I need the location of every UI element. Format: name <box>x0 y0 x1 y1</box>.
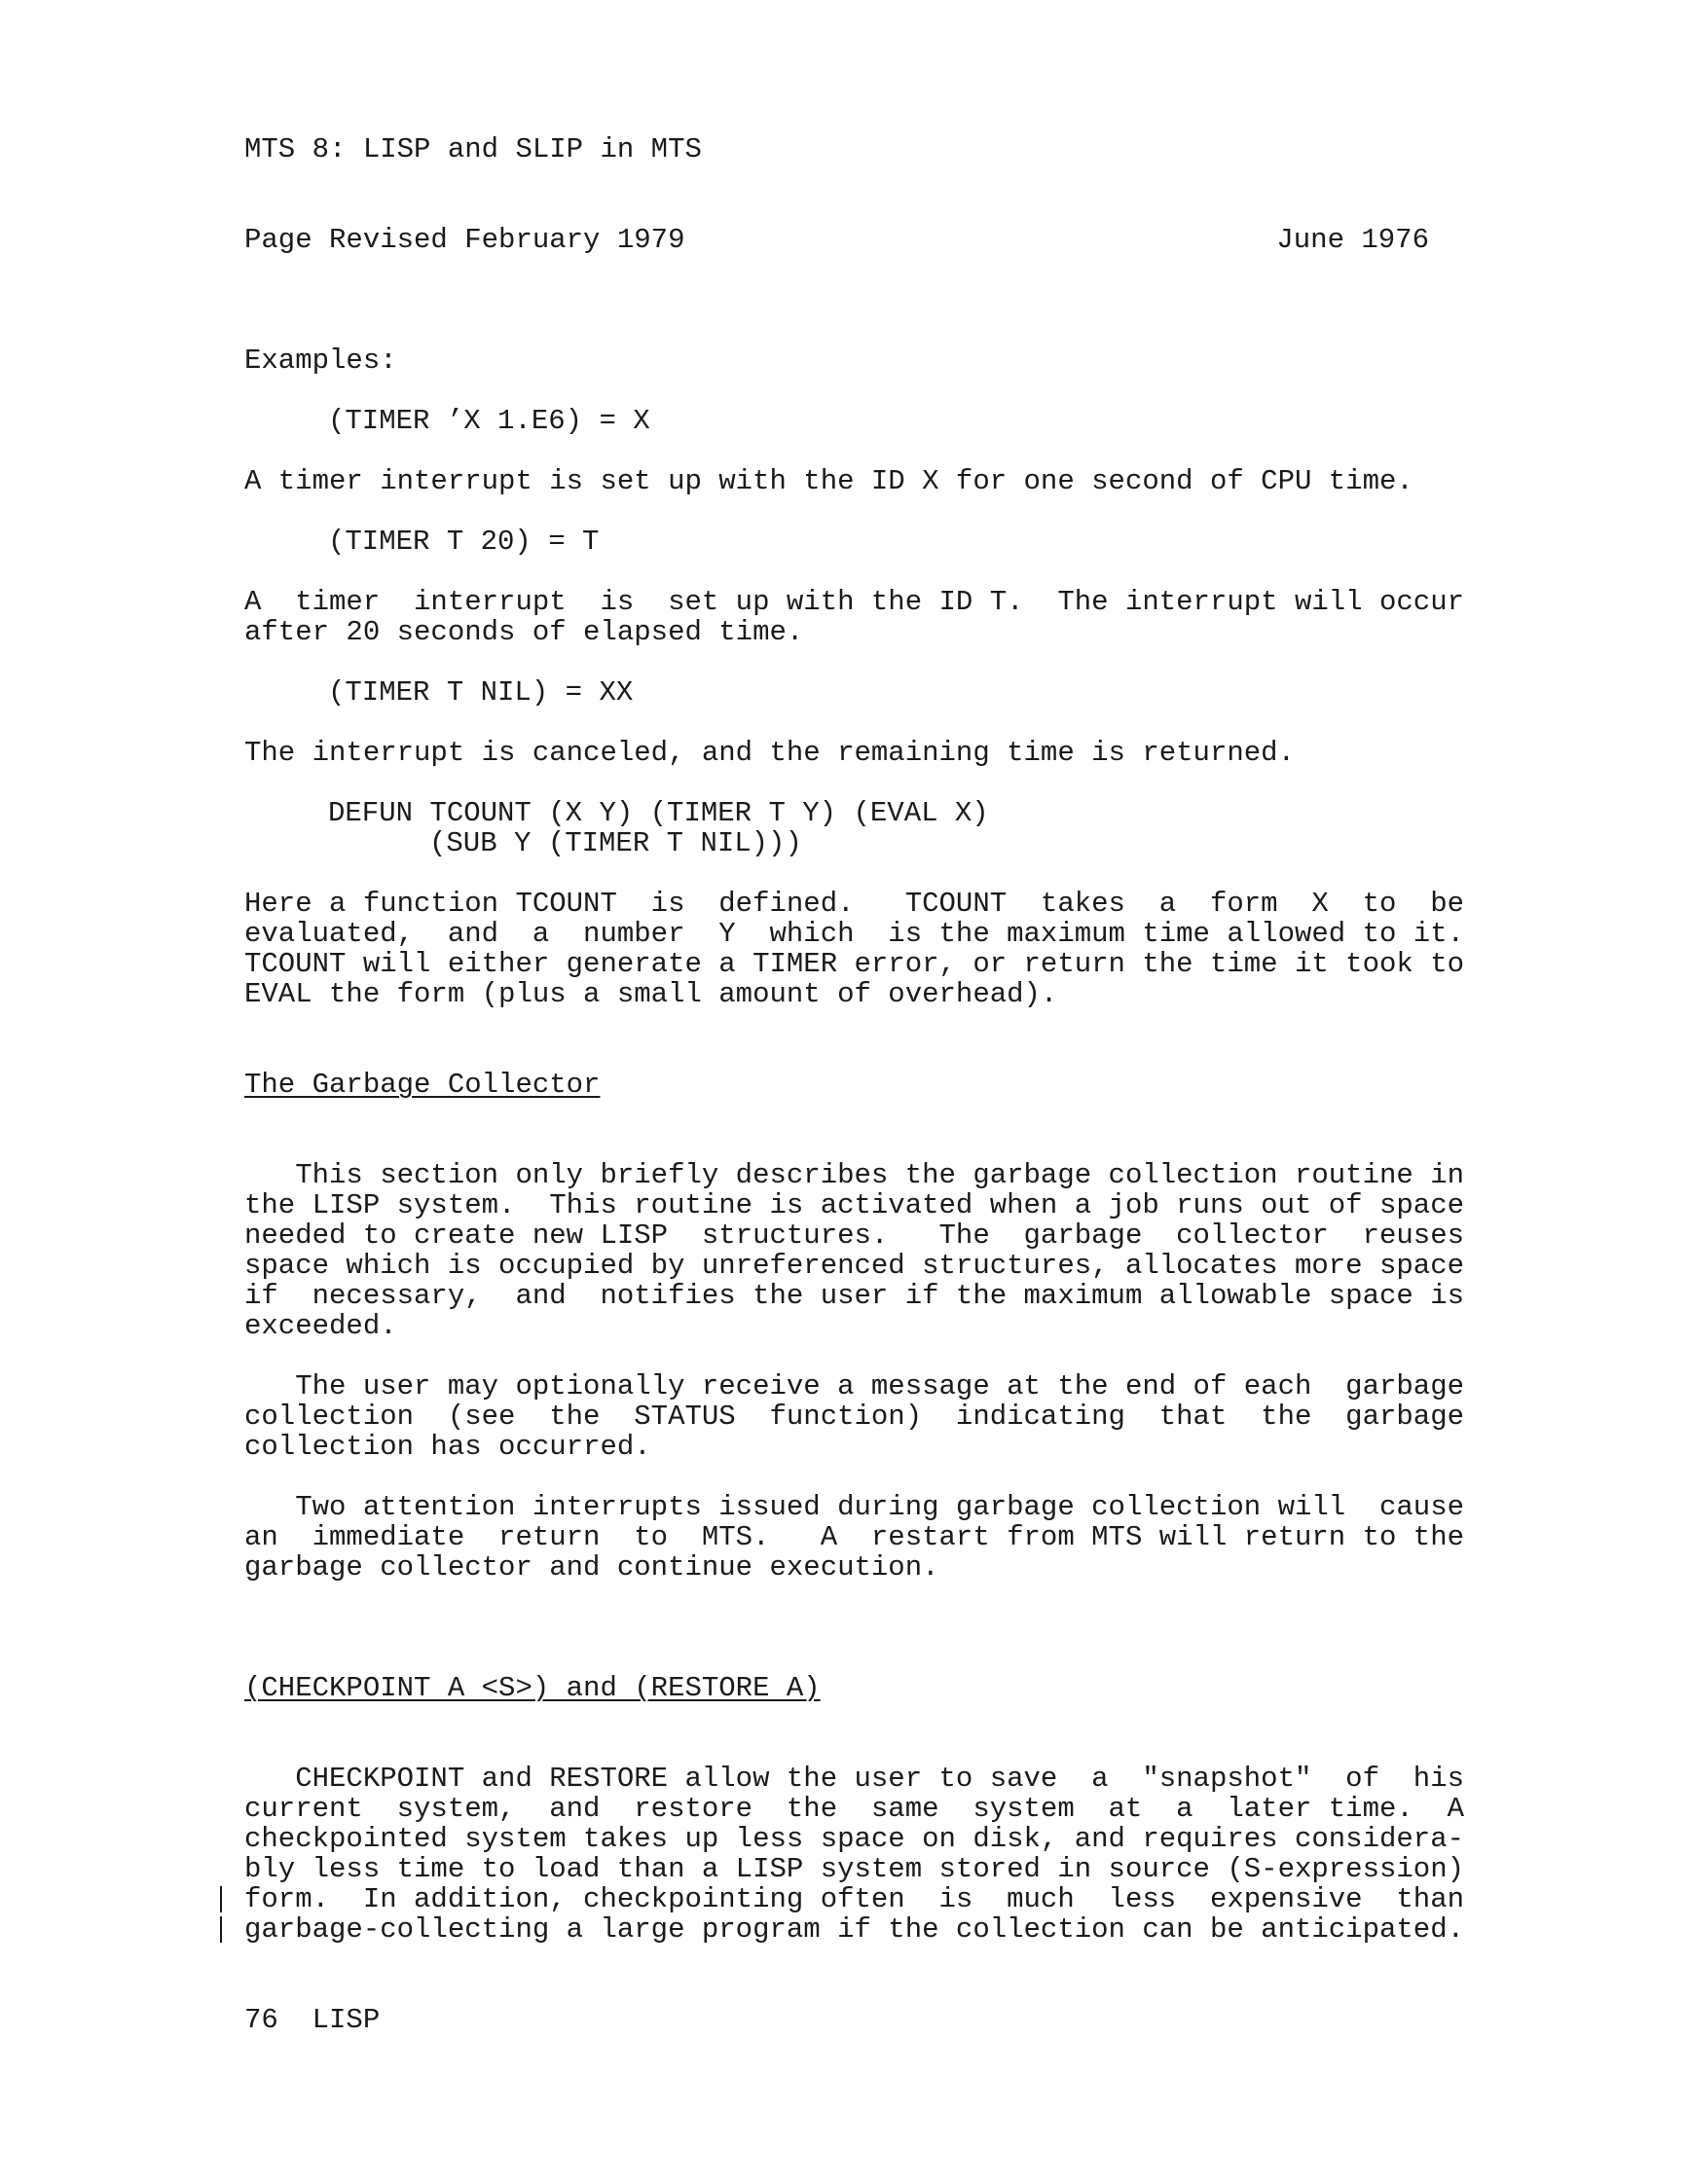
paragraph-line: The user may optionally receive a message at the end of each garbage <box>244 1370 1465 1402</box>
page-footer: 76 LISP <box>244 2004 381 2036</box>
example-code-timer-x: (TIMER ’X 1.E6) = X <box>328 405 650 437</box>
section-heading-garbage-collector: The Garbage Collector <box>244 1069 601 1101</box>
example-text-line: EVAL the form (plus a small amount of overhead). <box>244 978 1058 1010</box>
paragraph-line: current system, and restore the same system at a later time. A <box>244 1793 1465 1825</box>
examples-heading: Examples: <box>244 345 397 377</box>
paragraph-line: checkpointed system takes up less space on disk, and requires considera- <box>244 1823 1465 1855</box>
example-code-timer-t-20: (TIMER T 20) = T <box>328 526 600 558</box>
document-title: MTS 8: LISP and SLIP in MTS <box>244 133 702 165</box>
revision-change-bar <box>220 1886 222 1912</box>
example-code-defun-tcount-cont: (SUB Y (TIMER T NIL))) <box>429 827 802 859</box>
example-code-timer-t-nil: (TIMER T NIL) = XX <box>328 676 634 709</box>
publication-date: June 1976 <box>1276 224 1429 256</box>
paragraph-line: Two attention interrupts issued during garbage collection will cause <box>244 1491 1465 1523</box>
paragraph-line: an immediate return to MTS. A restart from MTS will return to the <box>244 1521 1465 1553</box>
revision-note: Page Revised February 1979 <box>244 224 685 256</box>
example-text-line: A timer interrupt is set up with the ID T. The interrupt will occur <box>244 586 1465 618</box>
paragraph-line: the LISP system. This routine is activated when a job runs out of space <box>244 1189 1465 1221</box>
paragraph-line: garbage-collecting a large program if the collection can be anticipated. <box>244 1913 1465 1946</box>
paragraph-line: form. In addition, checkpointing often is much less expensive than <box>244 1883 1465 1915</box>
paragraph-line: space which is occupied by unreferenced structures, allocates more space <box>244 1250 1465 1282</box>
paragraph-line: garbage collector and continue execution. <box>244 1551 939 1583</box>
example-text-line: after 20 seconds of elapsed time. <box>244 616 804 648</box>
paragraph-line: exceeded. <box>244 1310 397 1342</box>
paragraph-line: bly less time to load than a LISP system stored in source (S-expression) <box>244 1853 1465 1885</box>
example-text-timer-t-nil: The interrupt is canceled, and the remaining time is returned. <box>244 737 1295 769</box>
section-heading-checkpoint-restore: (CHECKPOINT A <S>) and (RESTORE A) <box>244 1672 821 1704</box>
paragraph-line: CHECKPOINT and RESTORE allow the user to save a "snapshot" of his <box>244 1763 1465 1795</box>
paragraph-line: collection has occurred. <box>244 1431 651 1463</box>
example-text-line: Here a function TCOUNT is defined. TCOUNT takes a form X to be <box>244 888 1465 920</box>
paragraph-line: needed to create new LISP structures. The garbage collector reuses <box>244 1219 1465 1252</box>
paragraph-line: This section only briefly describes the garbage collection routine in <box>244 1159 1465 1191</box>
example-text-line: TCOUNT will either generate a TIMER error, or return the time it took to <box>244 948 1465 980</box>
example-code-defun-tcount: DEFUN TCOUNT (X Y) (TIMER T Y) (EVAL X) <box>328 797 989 829</box>
revision-change-bar <box>220 1916 222 1943</box>
paragraph-line: collection (see the STATUS function) indicating that the garbage <box>244 1401 1465 1433</box>
paragraph-line: if necessary, and notifies the user if the maximum allowable space is <box>244 1280 1465 1312</box>
example-text-line: evaluated, and a number Y which is the maximum time allowed to it. <box>244 918 1465 950</box>
example-text-timer-x: A timer interrupt is set up with the ID X for one second of CPU time. <box>244 465 1413 497</box>
